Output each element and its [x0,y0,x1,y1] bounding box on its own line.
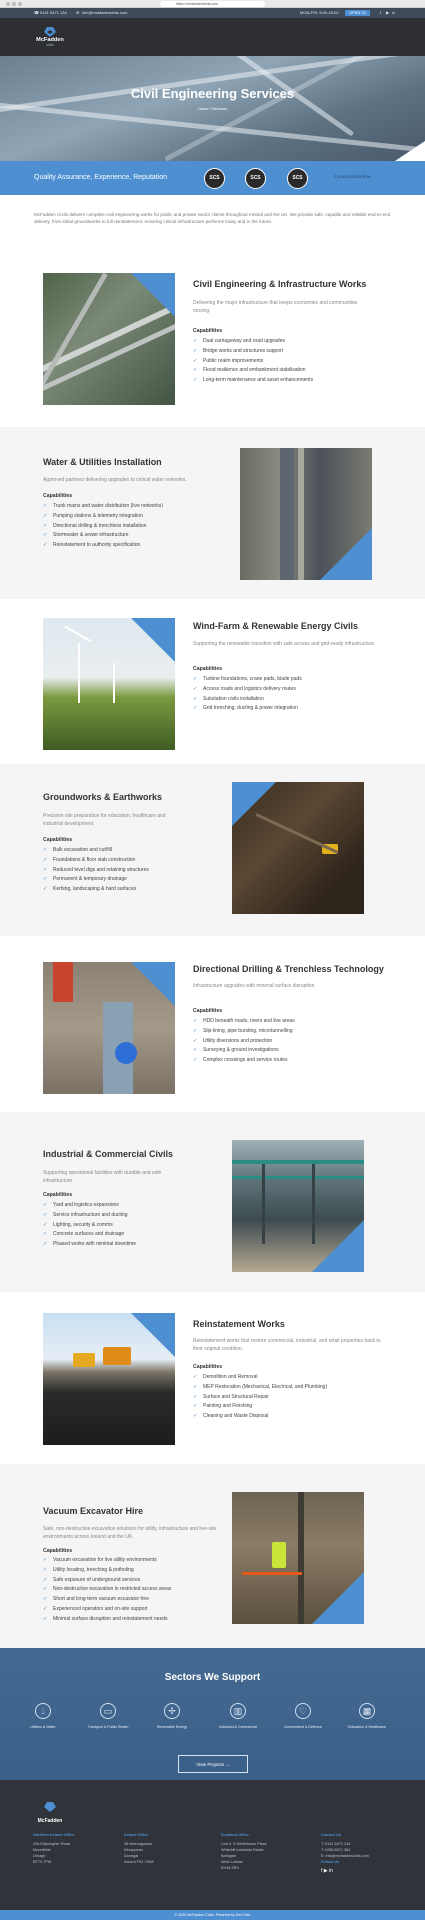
capabilities-list [43,502,163,551]
service-reinstatement [0,1292,425,1464]
sector-industrial[interactable] [213,1703,263,1729]
service-title: Reinstatement Works [193,1319,285,1329]
breadcrumb[interactable]: Home / Services [197,106,228,111]
site-footer [0,1780,425,1910]
capabilities-heading: Capabilities [193,1364,223,1370]
list-item: ✓ Safe exposure of underground services [43,1576,171,1586]
list-item: ✓ Substation civils installation [193,695,302,705]
topbar-email[interactable]: info@mcfaddencivils.com [82,10,128,15]
view-projects-button[interactable] [178,1755,248,1773]
list-item: ✓ Cleaning and Waste Disposal [193,1412,327,1422]
logo-mark-icon [33,1801,67,1813]
list-item: ✓ Slip-lining, pipe bursting, microtunnelling [193,1027,295,1037]
service-title: Industrial & Commercial Civils [43,1149,174,1159]
building-icon: ▦ [359,1703,375,1719]
service-title: Civil Engineering & Infrastructure Works [193,279,367,289]
list-item: ✓ Grid trenching, ducting & power integration [193,704,302,714]
window-dot-icon [6,2,10,6]
site-logo[interactable] [33,26,67,48]
address-line: Ireland F93 Y9K8 [124,1860,154,1864]
address-line: Kilcappean [124,1848,143,1852]
service-image [232,1492,364,1624]
service-description: Supporting the renewable transition with safe access and grid-ready infrastructure. [193,641,376,647]
capabilities-heading: Capabilities [193,666,223,672]
list-item: ✓ Concrete surfaces and drainage [43,1230,136,1240]
footer-heading: Contact Us [321,1833,342,1837]
service-title: Water & Utilities Installation [43,457,162,467]
service-civil-engineering [0,255,425,427]
list-item: ✓ Service infrastructure and ducting [43,1211,136,1221]
list-item: ✓ Turbine foundations, crane pads, blade pads [193,675,302,685]
list-item: ✓ Phased works with minimal downtime [43,1240,136,1250]
service-image [232,782,364,914]
sector-label: Transport & Public Realm [87,1725,129,1729]
linkedin-icon[interactable]: in [392,10,396,15]
capabilities-list [193,1373,327,1422]
sector-education[interactable] [342,1703,392,1729]
contact-phone[interactable]: T: 0286 8571 362 [321,1848,351,1852]
button-label: View Projects [196,1762,224,1767]
footer-col-scotland [221,1832,267,1871]
sector-utilities-water[interactable] [18,1703,68,1729]
list-item: ✓ Non-destructive excavation in restricted access areas [43,1585,171,1595]
service-vacuum-excavator [0,1464,425,1648]
sector-label: Education & Healthcare [348,1725,386,1729]
capabilities-heading: Capabilities [193,1008,223,1014]
contact-phone[interactable]: T: 0141 5471 134 [321,1842,351,1846]
capabilities-list [193,675,302,714]
capabilities-list [193,1017,295,1066]
service-image [43,273,175,405]
service-water-utilities [0,427,425,599]
capabilities-list [193,337,313,386]
youtube-icon[interactable]: ▶ [323,1868,328,1874]
partner-logo: Constructionline [334,174,371,179]
address-line: West Lothian [221,1860,244,1864]
service-image [43,962,175,1094]
list-item: ✓ Access roads and logistics delivery routes [193,685,302,695]
service-description: Reinstatement works that restore commercial, industrial, and retail properties back to their original condition. [193,1338,381,1352]
list-item: ✓ Experienced operators and on-site support [43,1605,171,1615]
logo-text: McFadden [36,37,64,43]
service-description: Safe, non-destructive excavation solutions for utility, infrastructure and live-site environments across Ireland and the UK. [43,1526,217,1540]
list-item: ✓ Flood resilience and embankment stabilisation [193,366,313,376]
address-line: 29a Killyclogher Road [33,1842,70,1846]
contact-email[interactable]: E: info@mcfaddencivils.com [321,1854,369,1858]
footer-col-ni [33,1832,74,1865]
service-groundworks [0,764,425,936]
list-item: ✓ Short and long-term vacuum excavator hire [43,1595,171,1605]
address-line: Unit 4, 3 Whitehouse Place [221,1842,267,1846]
list-item: ✓ Bridge works and structures support [193,347,313,357]
capabilities-heading: Capabilities [43,1548,73,1554]
capabilities-heading: Capabilities [43,1192,73,1198]
address-line: BT79 7PW [33,1860,52,1864]
wind-turbine-icon: ✢ [164,1703,180,1719]
mail-icon: ✉ [76,10,80,15]
service-description: Supporting operational facilities with durable and safe infrastructure. [43,1170,162,1184]
address-line: EH48 2RX [221,1866,239,1870]
sector-label: Renewable Energy [156,1725,188,1729]
logo-text: McFadden [37,1818,63,1824]
list-item: ✓ Complex crossings and service routes [193,1056,295,1066]
topbar-hours: MON-FRI: 8:00-18:00 [300,10,339,15]
address-bar[interactable]: https://mcfaddencivils.com [160,1,265,7]
hours-badge: OPEN 24 [345,10,370,16]
intro-text: McFadden Civils delivers complete civil engineering works for public and private sector clients throughout Ireland and the UK. We provide safe, capable and reliable end-to-end delivery, from initial groundworks to full reinstatement, ensuring critical infrastructure performs today and in the future. [34,212,391,224]
capabilities-heading: Capabilities [43,493,73,499]
service-title: Vacuum Excavator Hire [43,1506,144,1516]
capabilities-heading: Capabilities [43,837,73,843]
list-item: ✓ Yard and logistics expansions [43,1201,136,1211]
list-item: ✓ Vacuum excavation for live utility environments [43,1556,171,1566]
list-item: ✓ Kerbing, landscaping & hard surfaces [43,885,149,895]
list-item: ✓ Foundations & floor slab construction [43,856,149,866]
list-item: ✓ Surveying & ground investigations [193,1046,295,1056]
list-item: ✓ Demolition and Removal [193,1373,327,1383]
service-description: Infrastructure upgrades with minimal surface disruption. [193,983,316,989]
list-item: ✓ Trunk mains and water distribution (live networks) [43,502,163,512]
address-line: Mountfield [33,1848,51,1852]
hero-slope [0,141,425,161]
service-title: Directional Drilling & Trenchless Technology [193,964,384,974]
service-description: Delivering the major infrastructure that keeps economies and communities moving. [193,300,358,314]
linkedin-icon[interactable]: in [329,1868,333,1874]
service-title: Wind-Farm & Renewable Energy Civils [193,621,358,631]
footer-heading: Scotland Office [221,1833,249,1837]
phone-icon: ☎ [34,10,39,15]
browser-toolbar [0,0,425,8]
footer-col-ireland [124,1832,153,1865]
copyright-bar: © 2025 McFadden Civils. Powered by Dev Hive [0,1910,425,1920]
list-item: ✓ Painting and Finishing [193,1402,327,1412]
bus-icon: ▭ [100,1703,116,1719]
footer-col-contact [321,1832,369,1874]
quality-band [0,161,425,195]
capabilities-heading: Capabilities [193,328,223,334]
list-item: ✓ Bulk excavation and cut/fill [43,846,149,856]
handshake-icon: ♡ [295,1703,311,1719]
list-item: ✓ Long-term maintenance and asset enhancements [193,376,313,386]
capabilities-list [43,1201,136,1250]
list-item: ✓ Stormwater & sewer infrastructure [43,531,163,541]
service-description: Approved partners delivering upgrades to critical water networks. [43,477,187,483]
address-line: Donegal [124,1854,139,1858]
footer-heading: Ireland Office [124,1833,149,1837]
service-title: Groundworks & Earthworks [43,792,163,802]
youtube-icon[interactable]: ▶ [386,10,390,15]
scs-seal-icon: SCS [204,168,225,189]
window-dot-icon [12,2,16,6]
logo-subtext: civils [46,43,54,47]
list-item: ✓ Reduced level digs and retaining structures [43,866,149,876]
service-image [240,448,372,580]
service-directional-drilling [0,936,425,1112]
quality-tagline: Quality Assurance, Experience, Reputation [34,174,168,181]
footer-heading: Northern Ireland Office [33,1833,75,1837]
facebook-icon[interactable]: f [321,1868,323,1874]
follow-us-heading: Follow Us [321,1860,339,1864]
list-item: ✓ Reinstatement to authority specification [43,541,163,551]
service-wind-farm [0,599,425,764]
list-item: ✓ Permanent & temporary drainage [43,875,149,885]
window-dot-icon [18,2,22,6]
list-item: ✓ Lighting, security & comms [43,1221,136,1231]
address-line: Omagh [33,1854,46,1858]
service-image [43,1313,175,1445]
list-item: ✓ Utility locating, trenching & potholing [43,1566,171,1576]
list-item: ✓ Dual carriageway and road upgrades [193,337,313,347]
address-line: 46 Meenagowan [124,1842,153,1846]
list-item: ✓ MEP Restoration (Mechanical, Electrical, and Plumbing) [193,1383,327,1393]
scs-seal-icon: SCS [245,168,266,189]
list-item: ✓ Surface and Structural Repair [193,1393,327,1403]
sector-label: Utilities & Water [30,1725,56,1729]
water-drop-icon: 💧︎ [35,1703,51,1719]
list-item: ✓ Utility diversions and protection [193,1037,295,1047]
sector-label: Industrial & Commercial [218,1725,258,1729]
scs-seal-icon: SCS [287,168,308,189]
list-item: ✓ Minimal surface disruption and reinstatement needs [43,1615,171,1625]
service-image [232,1140,364,1272]
sector-government[interactable] [278,1703,328,1729]
address-line: Bathgate [221,1854,237,1858]
sector-transport[interactable] [83,1703,133,1729]
sectors-title: Sectors We Support [164,1672,261,1683]
list-item: ✓ Directional drilling & trenchless installation [43,522,163,532]
hero-banner [0,56,425,161]
top-info-bar [0,8,425,18]
list-item: ✓ HDD beneath roads, rivers and live areas [193,1017,295,1027]
list-item: ✓ Public realm improvements [193,357,313,367]
page-title: Civil Engineering Services [130,86,295,101]
facebook-icon[interactable]: f [380,10,382,15]
address-line: Whitehill Industrial Estate [221,1848,264,1852]
service-industrial-commercial [0,1112,425,1292]
service-description: Precision site preparation for education, healthcare and industrial development. [43,813,166,827]
list-item: ✓ Pumping stations & telemetry integration [43,512,163,522]
arrow-right-icon: → [225,1762,230,1767]
footer-logo[interactable] [33,1800,67,1822]
sector-label: Government & Defence [284,1725,322,1729]
topbar-phone[interactable]: 0141 5471 134 [40,10,67,15]
capabilities-list [43,846,149,895]
sector-renewable-energy[interactable] [147,1703,197,1729]
factory-icon: ▥ [230,1703,246,1719]
capabilities-list [43,1556,171,1625]
service-image [43,618,175,750]
